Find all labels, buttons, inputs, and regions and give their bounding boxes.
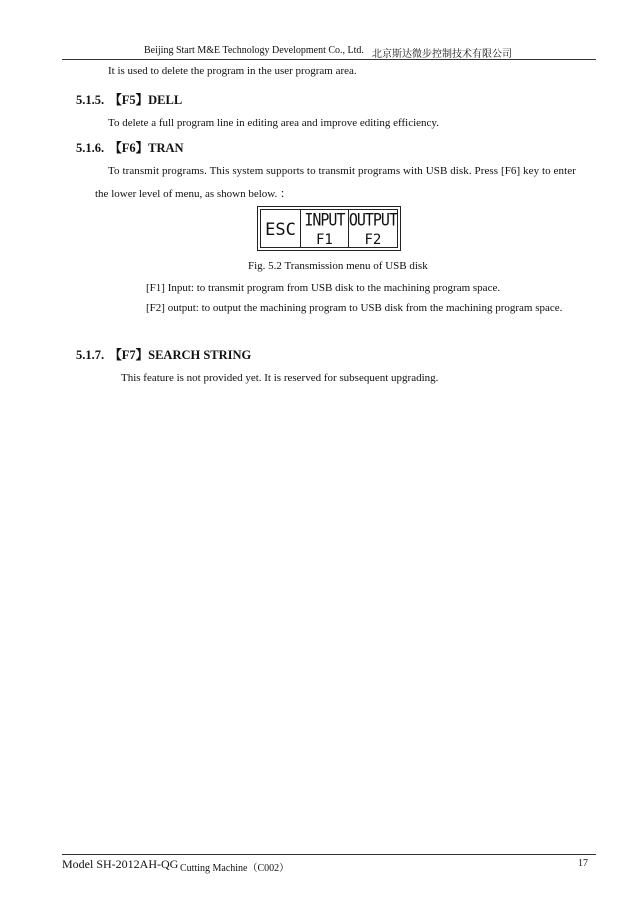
section-number: 5.1.6. <box>76 141 105 155</box>
section-5-1-7-heading <box>76 345 251 363</box>
section-title: 【F5】DELL <box>109 93 183 107</box>
menu-output-key: F2 <box>364 232 382 248</box>
menu-cell-esc <box>261 210 301 247</box>
section-title: 【F6】TRAN <box>109 141 184 155</box>
menu-output-label: OUTPUT <box>348 209 397 231</box>
footer-rule <box>62 854 596 855</box>
menu-cell-input <box>301 210 349 247</box>
section-5-1-7-text: This feature is not provided yet. It is reserved for subsequent upgrading. <box>121 372 439 384</box>
figure-caption: Fig. 5.2 Transmission menu of USB disk <box>248 260 428 272</box>
section-5-1-6-heading <box>76 138 184 156</box>
section-5-1-5-heading <box>76 90 182 108</box>
menu-cell-output <box>349 210 397 247</box>
section-5-1-6-text-line2: the lower level of menu, as shown below. ： <box>95 188 292 200</box>
menu-input-label: INPUT <box>304 209 345 231</box>
section-title: 【F7】SEARCH STRING <box>109 348 252 362</box>
section-5-1-5-text: To delete a full program line in editing area and improve editing efficiency. <box>108 117 439 129</box>
header-company-cn: 北京斯达微步控制技术有限公司 <box>372 49 512 60</box>
section-number: 5.1.5. <box>76 93 105 107</box>
list-item: [F2] output: to output the machining program to USB disk from the machining program space. <box>146 302 563 314</box>
usb-menu-figure <box>257 206 401 251</box>
page-number: 17 <box>578 858 588 869</box>
header-company-en: Beijing Start M&E Technology Development Co., Ltd. <box>144 45 364 56</box>
section-number: 5.1.7. <box>76 348 105 362</box>
menu-esc-label: ESC <box>265 220 296 240</box>
list-item: [F1] Input: to transmit program from USB disk to the machining program space. <box>146 282 501 294</box>
section-5-1-6-text-line1: To transmit programs. This system supports to transmit programs with USB disk. Press [F6] key to enter <box>108 165 576 177</box>
footer-machine: Cutting Machine（C002） <box>180 863 290 874</box>
menu-input-key: F1 <box>315 232 333 248</box>
intro-text: It is used to delete the program in the user program area. <box>108 65 357 77</box>
footer-model: Model SH-2012AH-QG <box>62 857 179 871</box>
header-rule <box>62 59 596 60</box>
